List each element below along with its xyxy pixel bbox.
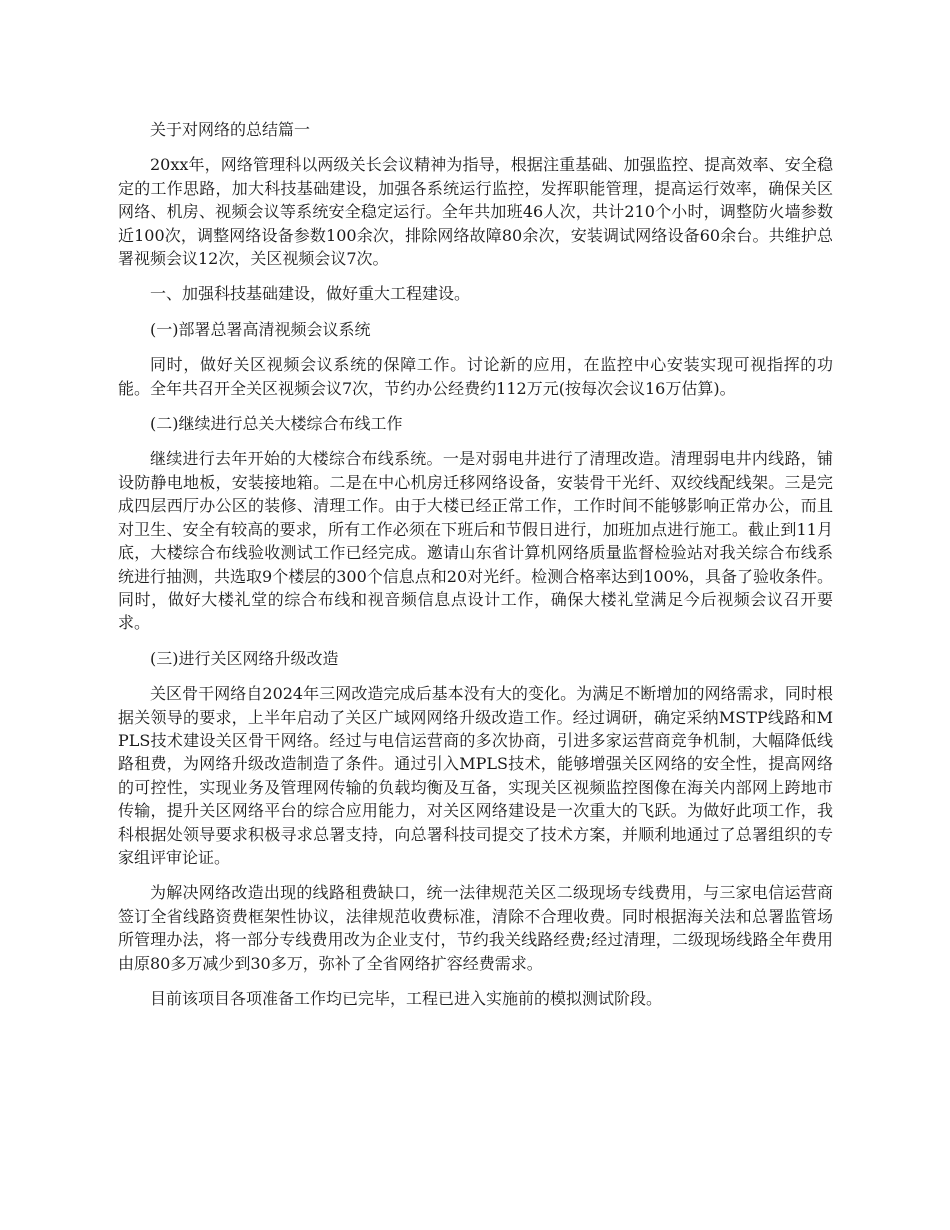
subsection-heading-2: (二)继续进行总关大楼综合布线工作 bbox=[150, 414, 403, 434]
paragraph-video-conference: 同时，做好关区视频会议系统的保障工作。讨论新的应用，在监控中心安装实现可视指挥的功能。全年共召开全关区视频会议7次，节约办公经费约112万元(按每次会议16万估算)。 bbox=[118, 355, 833, 398]
paragraph-line-fees: 为解决网络改造出现的线路租费缺口，统一法律规范关区二级现场专线费用，与三家电信运营商签订全省线路资费框架性协议，法律规范收费标准，清除不合理收费。同时根据海关法和总署监管场所管理办法，将一部分专线费用改为企业支付，节约我关线路经费;经过清理，二级现场线路全年费用由原80多万减少到30多万，弥补了全省网络扩容经费需求。 bbox=[118, 883, 833, 973]
paragraph-cabling: 继续进行去年开始的大楼综合布线系统。一是对弱电井进行了清理改造。清理弱电井内线路，铺设防静电地板，安装接地箱。二是在中心机房迁移网络设备，安装骨干光纤、双绞线配线架。三是完成四层西厅办公区的装修、清理工作。由于大楼已经正常工作，工作时间不能够影响正常办公，而且对卫生、安全有较高的要求，所有工作必须在下班后和节假日进行，加班加点进行施工。截止到11月底，大楼综合布线验收测试工作已经完成。邀请山东省计算机网络质量监督检验站对我关综合布线系统进行抽测，共选取9个楼层的300个信息点和20对光纤。检测合格率达到100%，具备了验收条件。同时，做好大楼礼堂的综合布线和视音频信息点设计工作，确保大楼礼堂满足今后视频会议召开要求。 bbox=[118, 449, 833, 633]
paragraph-network-upgrade: 关区骨干网络自2024年三网改造完成后基本没有大的变化。为满足不断增加的网络需求，同时根据关领导的要求，上半年启动了关区广域网网络升级改造工作。经过调研，确定采纳MSTP线路和MPLS技术建设关区骨干网络。经过与电信运营商的多次协商，引进多家运营商竞争机制，大幅降低线路租费，为网络升级改造制造了条件。通过引入MPLS技术，能够增强关区网络的安全性，提高网络的可控性，实现业务及管理网传输的负载均衡及互备，实现关区视频监控图像在海关内部网上跨地市传输，提升关区网络平台的综合应用能力，对关区网络建设是一次重大的飞跃。为做好此项工作，我科根据处领导要求积极寻求总署支持，向总署科技司提交了技术方案，并顺利地通过了总署组织的专家组评审论证。 bbox=[118, 684, 833, 867]
subsection-heading-3: (三)进行关区网络升级改造 bbox=[150, 648, 339, 668]
document-page bbox=[118, 118, 833, 1022]
paragraph-summary: 20xx年，网络管理科以两级关长会议精神为指导，根据注重基础、加强监控、提高效率、安全稳定的工作思路，加大科技基础建设，加强各系统运行监控，发挥职能管理，提高运行效率，确保关区网络、机房、视频会议等系统安全稳定运行。全年共加班46人次，共计210个小时，调整防火墙参数近100次，调整网络设备参数100余次，排除网络故障80余次，安装调试网络设备60余台。共维护总署视频会议12次，关区视频会议7次。 bbox=[118, 155, 833, 269]
paragraph-status: 目前该项目各项准备工作均已完毕，工程已进入实施前的模拟测试阶段。 bbox=[150, 989, 663, 1008]
subsection-heading-1: (一)部署总署高清视频会议系统 bbox=[150, 319, 371, 339]
document-title: 关于对网络的总结篇一 bbox=[150, 120, 311, 139]
section-heading-1: 一、加强科技基础建设，做好重大工程建设。 bbox=[150, 284, 471, 304]
